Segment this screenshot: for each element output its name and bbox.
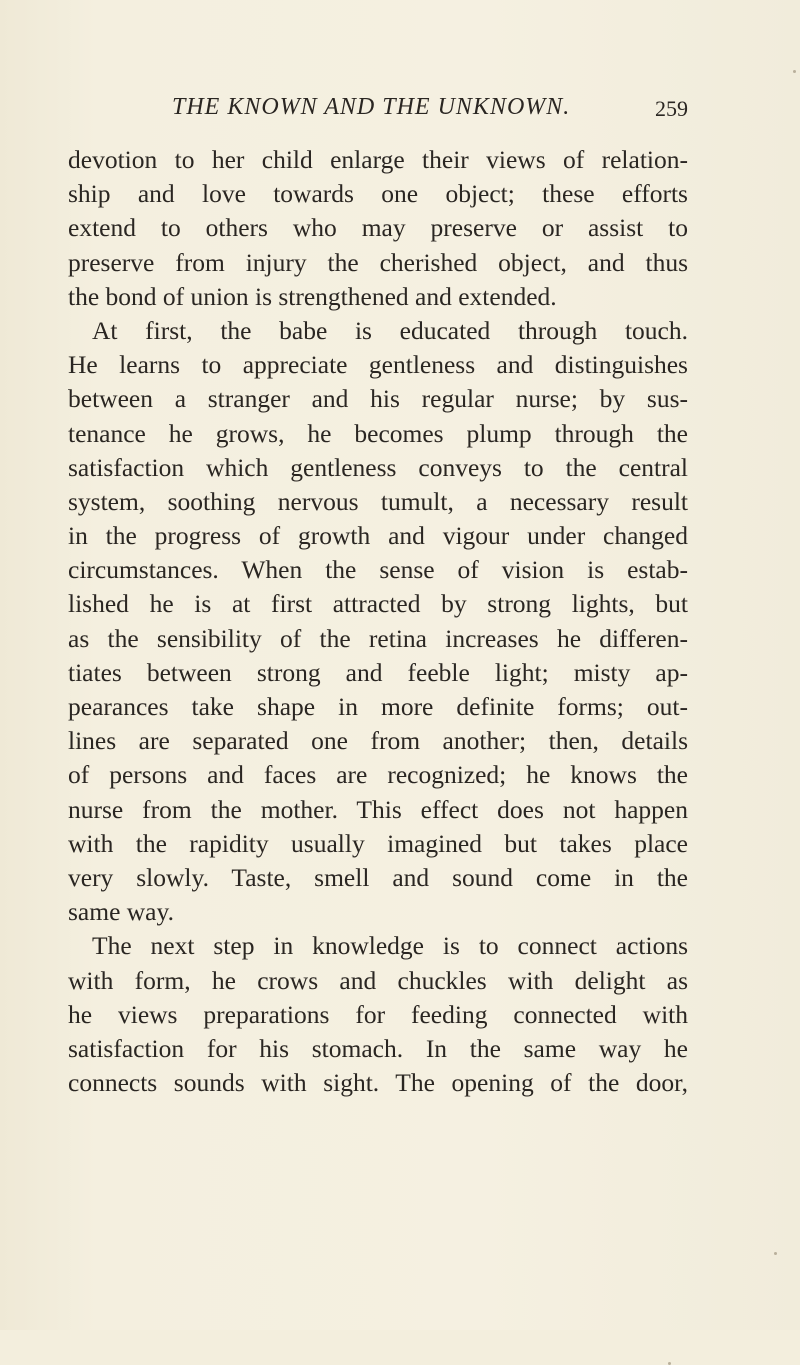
running-head bbox=[68, 90, 688, 124]
text-line: with form, he crows and chuckles with delight as bbox=[68, 965, 688, 995]
text-line: satisfaction for his stomach. In the same way he bbox=[68, 1033, 688, 1063]
text-line: the bond of union is strengthened and extended. bbox=[68, 281, 557, 311]
text-line: The next step in knowledge is to connect actions bbox=[92, 931, 688, 961]
text-line: same way. bbox=[68, 897, 174, 927]
text-line: extend to others who may preserve or assist to bbox=[68, 213, 688, 243]
text-line: connects sounds with sight. The opening of the door, bbox=[68, 1068, 688, 1098]
text-line: between a stranger and his regular nurse; by sus- bbox=[68, 384, 688, 414]
text-line: preserve from injury the cherished object, and thus bbox=[68, 247, 688, 277]
text-line: lines are separated one from another; then, details bbox=[68, 726, 688, 756]
paper-speck bbox=[774, 1252, 777, 1255]
text-line: as the sensibility of the retina increases he differen- bbox=[68, 623, 688, 653]
text-line: tiates between strong and feeble light; misty ap- bbox=[68, 657, 688, 687]
text-line: satisfaction which gentleness conveys to the central bbox=[68, 452, 688, 482]
text-line: pearances take shape in more definite forms; out- bbox=[68, 692, 688, 721]
text-line: nurse from the mother. This effect does not happen bbox=[68, 794, 688, 824]
running-title: THE KNOWN AND THE UNKNOWN. bbox=[172, 94, 571, 120]
text-line: At first, the babe is educated through touch. bbox=[92, 315, 688, 345]
text-line: with the rapidity usually imagined but takes place bbox=[68, 828, 688, 858]
text-line: in the progress of growth and vigour under changed bbox=[68, 521, 688, 551]
text-line: devotion to her child enlarge their views of relation- bbox=[68, 145, 688, 174]
text-line: He learns to appreciate gentleness and distinguishes bbox=[68, 350, 688, 380]
text-line: circumstances. When the sense of vision is estab- bbox=[68, 555, 688, 585]
text-line: ship and love towards one object; these efforts bbox=[68, 179, 688, 209]
text-line: very slowly. Taste, smell and sound come in the bbox=[68, 862, 688, 892]
text-line: of persons and faces are recognized; he knows the bbox=[68, 760, 688, 790]
text-line: tenance he grows, he becomes plump through the bbox=[68, 418, 688, 448]
text-line: lished he is at first attracted by strong lights, but bbox=[68, 589, 688, 619]
paper-speck bbox=[793, 70, 796, 73]
body-text bbox=[68, 143, 688, 1100]
text-line: he views preparations for feeding connected with bbox=[68, 999, 688, 1029]
text-line: system, soothing nervous tumult, a necessary result bbox=[68, 486, 688, 516]
page-number: 259 bbox=[655, 96, 688, 121]
